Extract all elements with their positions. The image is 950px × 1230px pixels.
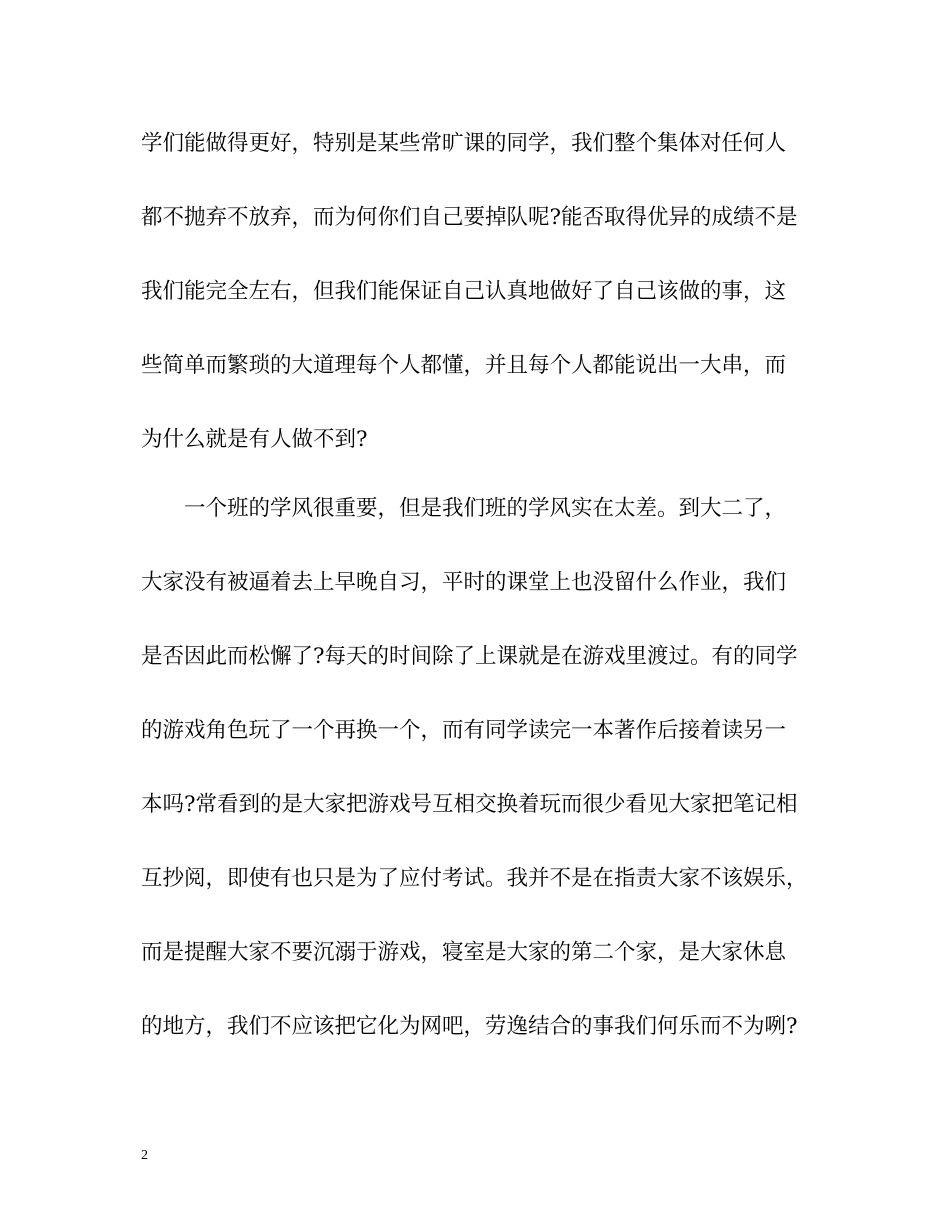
text-line-9: 的游戏角色玩了一个再换一个，而有同学读完一本著作后接着读另一 (141, 718, 787, 743)
text-line-10: 本吗?常看到的是大家把游戏号互相交换着玩而很少看见大家把笔记相 (141, 792, 798, 817)
text-line-13: 的地方，我们不应该把它化为网吧，劳逸结合的事我们何乐而不为咧? (141, 1014, 798, 1039)
text-line-4: 些简单而繁琐的大道理每个人都懂，并且每个人都能说出一大串，而 (141, 353, 787, 378)
text-line-5: 为什么就是有人做不到? (141, 427, 368, 452)
text-line-8: 是否因此而松懈了?每天的时间除了上课就是在游戏里渡过。有的同学 (141, 644, 798, 669)
page-number: 2 (141, 1148, 148, 1163)
text-line-6: 一个班的学风很重要，但是我们班的学风实在太差。到大二了， (141, 496, 787, 521)
text-line-7: 大家没有被逼着去上早晚自习，平时的课堂上也没留什么作业，我们 (141, 570, 787, 595)
text-line-12: 而是提醒大家不要沉溺于游戏，寝室是大家的第二个家，是大家休息 (141, 940, 787, 965)
text-line-1: 学们能做得更好，特别是某些常旷课的同学，我们整个集体对任何人 (141, 131, 787, 156)
text-line-2: 都不抛弃不放弃，而为何你们自己要掉队呢?能否取得优异的成绩不是 (141, 205, 798, 230)
text-line-11: 互抄阅，即使有也只是为了应付考试。我并不是在指责大家不该娱乐， (141, 866, 808, 891)
text-line-3: 我们能完全左右，但我们能保证自己认真地做好了自己该做的事，这 (141, 279, 787, 304)
